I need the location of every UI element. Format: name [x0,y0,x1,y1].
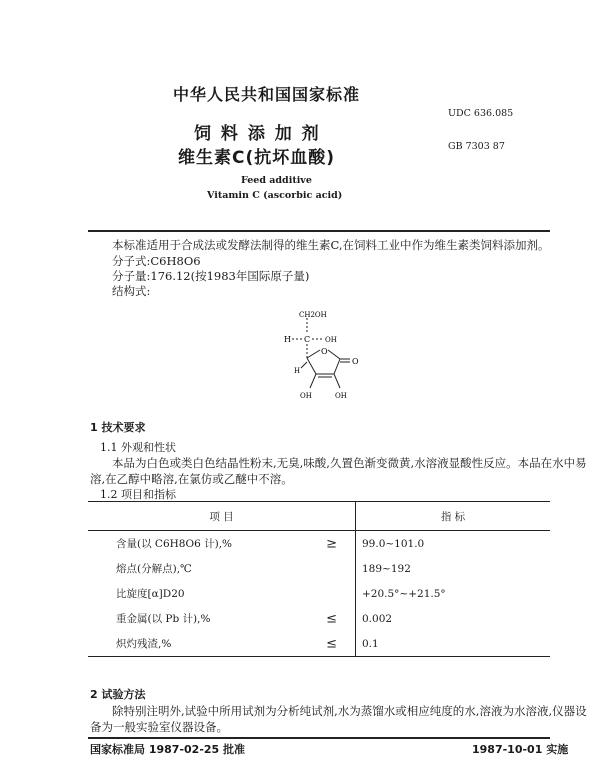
molecular-weight: 分子量:176.12(按1983年国际原子量) [112,269,310,283]
gb-number: GB 7303 87 [448,141,505,152]
structure-ch2oh: CH2OH [299,311,327,319]
section2-heading: 2 试验方法 [90,688,146,701]
effective-date: 1987-10-01 实施 [472,743,569,756]
molecular-formula: 分子式:C6H8O6 [112,254,201,268]
english-title-line1: Feed additive [241,175,312,186]
spec-table [88,501,550,657]
appearance-text-line2: 溶,在乙醇中略溶,在氯仿或乙醚中不溶。 [90,472,293,486]
row-item: 熔点(分解点),℃ [116,563,192,575]
table-row [88,556,550,581]
row-symbol: ≤ [326,636,337,651]
approval-date: 国家标准局 1987-02-25 批准 [90,743,246,756]
structure-c: C [304,335,311,344]
row-symbol: ≥ [326,536,337,551]
row-value: 0.002 [356,606,551,631]
row-value: +20.5°~+21.5° [356,581,551,606]
row-item: 比旋度[α]D20 [116,588,185,600]
structure-oh-bottom-right: OH [335,392,347,400]
table-row [88,606,550,631]
row-item: 含量(以 C6H8O6 计),% [116,538,233,550]
table-row [88,581,550,606]
doc-title-line2: 维生素C(抗坏血酸) [178,148,336,168]
structure-o-ring: O [321,347,328,356]
row-item: 重金属(以 Pb 计),% [116,613,211,625]
header-index: 指 标 [356,502,551,531]
row-item: 炽灼残渣,% [116,638,172,650]
section1-2-heading: 1.2 项目和指标 [100,488,176,501]
structural-formula-diagram [270,306,380,406]
national-standard-title: 中华人民共和国国家标准 [173,85,361,104]
structure-oh-right: OH [325,336,337,344]
section1-1-heading: 1.1 外观和性状 [100,441,176,454]
structure-h-left: H [284,335,291,344]
table-row [88,531,550,557]
doc-title-line1: 饲 料 添 加 剂 [194,124,321,144]
row-value: 189~192 [356,556,551,581]
row-value: 0.1 [356,631,551,657]
test-method-text-line2: 备为一般实验室仪器设备。 [90,720,228,734]
header-divider [88,230,550,232]
appearance-text-line1: 本品为白色或类白色结晶性粉末,无臭,味酸,久置色渐变微黄,水溶液显酸性反应。本品在水中易 [112,456,587,470]
test-method-text-line1: 除特别注明外,试验中所用试剂为分析纯试剂,水为蒸馏水或相应纯度的水,溶液为水溶液,仪器设 [112,704,587,718]
udc-code: UDC 636.085 [448,108,514,119]
structure-label: 结构式: [112,284,151,298]
structure-h-ring: H [294,367,301,375]
scope-text: 本标准适用于合成法或发酵法制得的维生素C,在饲料工业中作为维生素类饲料添加剂。 [112,238,550,252]
table-row [88,631,550,657]
header-item: 项 目 [88,502,356,531]
row-value: 99.0~101.0 [356,531,551,557]
section1-heading: 1 技术要求 [90,421,146,434]
structure-oh-bottom-left: OH [300,392,312,400]
english-title-line2: Vitamin C (ascorbic acid) [207,190,343,201]
structure-o-keto: O [352,357,359,366]
table-header-row [88,502,550,531]
row-symbol: ≤ [326,611,337,626]
footer-divider [88,737,550,739]
